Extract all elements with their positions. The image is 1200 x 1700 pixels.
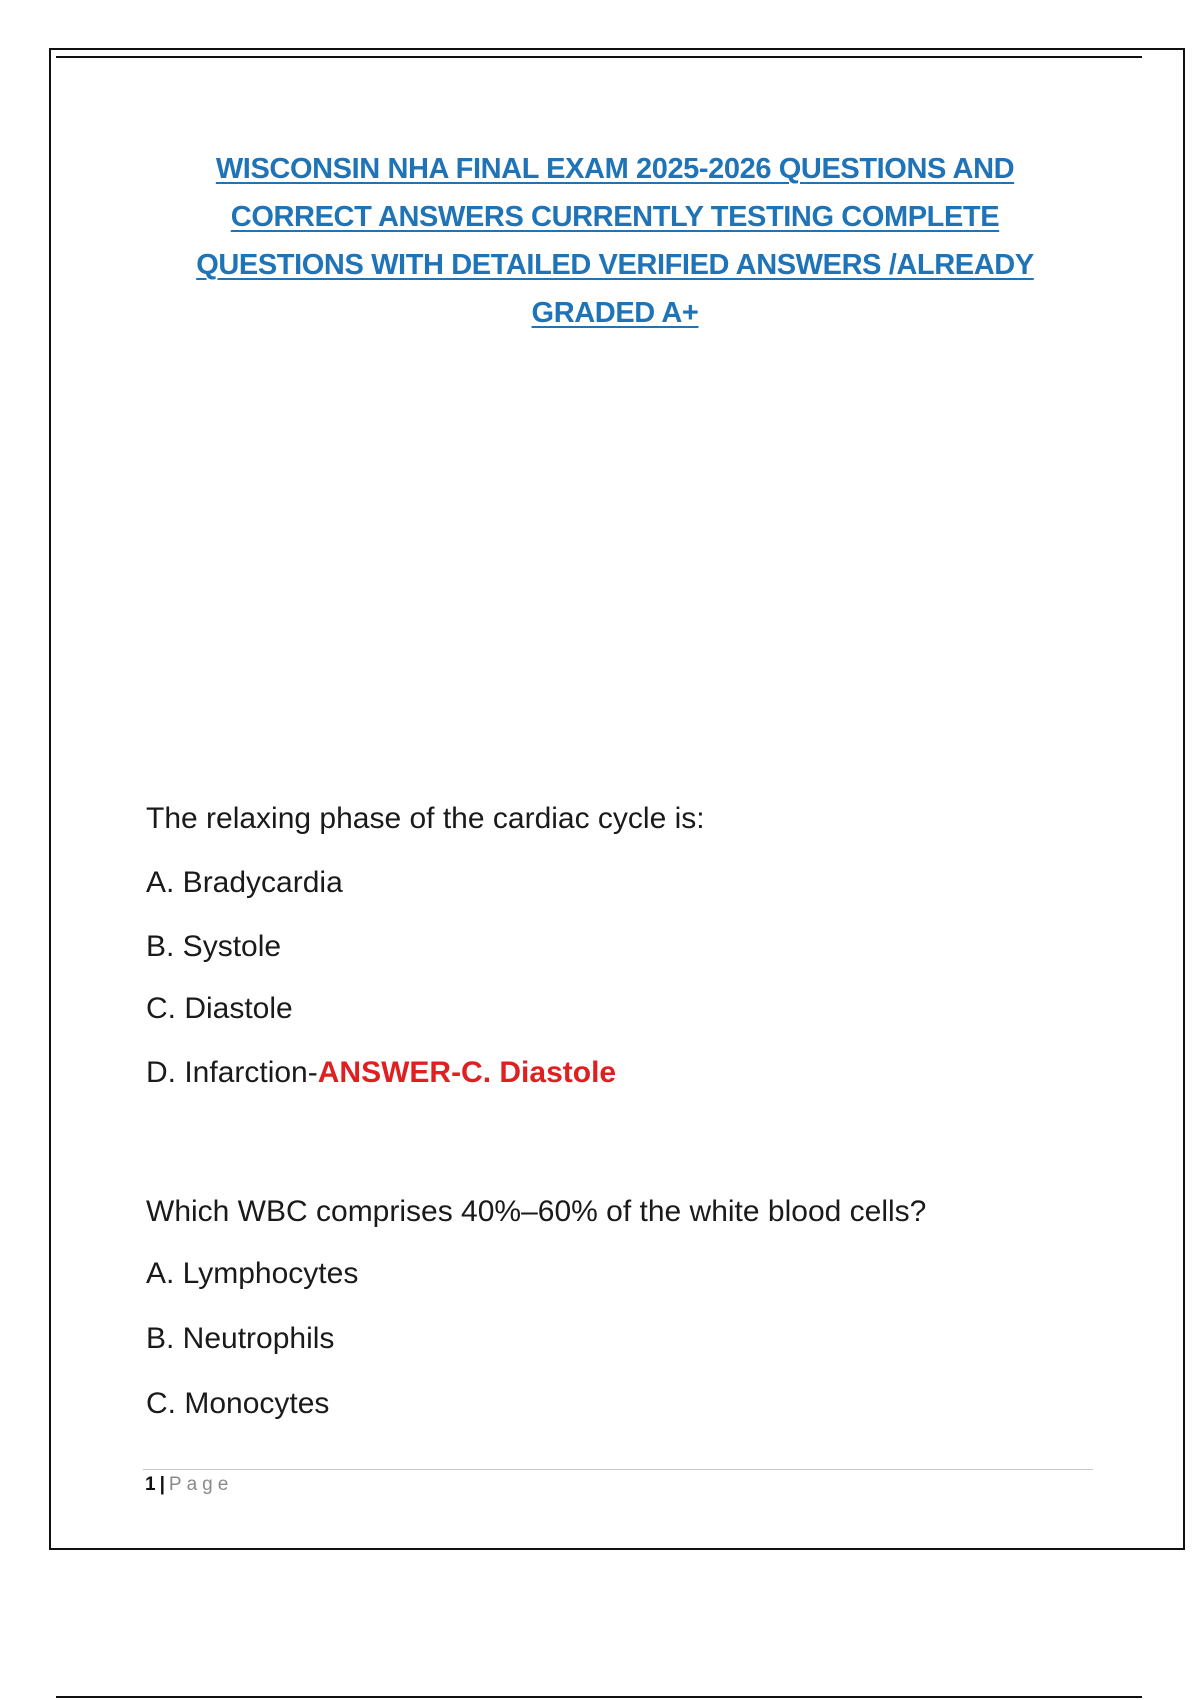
top-rule: [56, 56, 1142, 58]
question-prompt: Which WBC comprises 40%–60% of the white blood cells?: [146, 1195, 927, 1228]
document-title: [150, 145, 1080, 337]
option-a: A. Bradycardia: [146, 866, 343, 899]
page-footer: [145, 1474, 233, 1496]
bottom-rule: [56, 1696, 1142, 1698]
title-line-1: WISCONSIN NHA FINAL EXAM 2025-2026 QUESTIONS AND: [215, 153, 1015, 185]
answer-text: ANSWER-C. Diastole: [317, 1056, 617, 1089]
footer-rule: [143, 1469, 1093, 1470]
option-d: D. Infarction-: [146, 1056, 318, 1089]
option-d-line: [146, 1057, 616, 1089]
title-line-2: CORRECT ANSWERS CURRENTLY TESTING COMPLETE: [230, 201, 1000, 233]
option-b: B. Neutrophils: [146, 1322, 335, 1355]
option-c: C. Diastole: [146, 992, 293, 1025]
title-line-3: QUESTIONS WITH DETAILED VERIFIED ANSWERS /ALREADY: [196, 249, 1034, 281]
page-number: 1: [145, 1474, 156, 1495]
question-prompt: The relaxing phase of the cardiac cycle is:: [146, 802, 705, 835]
page-label: Page: [168, 1474, 234, 1495]
title-line-4: GRADED A+: [531, 297, 699, 329]
option-a: A. Lymphocytes: [146, 1257, 359, 1290]
option-c: C. Monocytes: [146, 1387, 330, 1420]
option-b: B. Systole: [146, 930, 282, 963]
page-separator: |: [159, 1474, 165, 1495]
